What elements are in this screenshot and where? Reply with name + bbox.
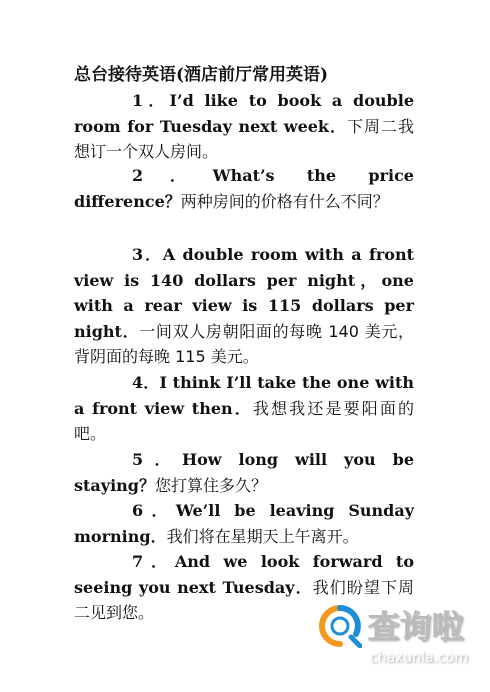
phrase-7-chinese: 我们盼望下周二见到您。 (74, 577, 414, 622)
phrase-4-chinese: 我想我还是要阳面的吧。 (74, 398, 414, 443)
phrase-6-chinese: 我们将在星期天上午离开。 (166, 526, 359, 546)
watermark-brand-en: chaxunla.com (370, 650, 468, 666)
phrase-2-english: 2．What’s the price difference？ (74, 166, 414, 211)
phrase-1-english: 1．I’d like to book a double room for Tuesday next week． (74, 91, 414, 136)
watermark-brand-cn: 查询啦 (368, 608, 465, 646)
phrase-1-chinese: 下周二我想订一个双人房间。 (74, 116, 414, 161)
phrase-1 (74, 88, 414, 165)
phrase-5-chinese: 您打算住多久？ (154, 475, 267, 495)
phrase-3-english: 3．A double room with a front view is 140 dollars per night，one with a rear view is 115 dollars per night． (74, 245, 414, 341)
phrase-6-english: 6．We’ll be leaving Sunday morning． (74, 501, 414, 546)
phrase-3-chinese: 一间双人房朝阳面的每晚 140 美元，背阴面的每晚 115 美元。 (74, 321, 414, 366)
document-title: 总台接待英语(酒店前厅常用英语) (74, 65, 329, 85)
magnifier-logo-icon (318, 604, 362, 648)
phrase-5-english: 5．How long will you be staying？ (74, 450, 414, 495)
phrase-3 (74, 242, 414, 370)
phrase-6 (74, 498, 414, 549)
phrase-4-english: 4．I think I’ll take the one with a front view then． (74, 373, 414, 418)
phrase-7-english: 7．And we look forward to seeing you next Tuesday． (74, 552, 414, 597)
phrase-2 (74, 163, 414, 214)
watermark (318, 598, 478, 678)
phrase-2-chinese: 两种房间的价格有什么不同？ (180, 191, 389, 211)
phrase-5 (74, 447, 414, 498)
phrase-4 (74, 370, 414, 447)
